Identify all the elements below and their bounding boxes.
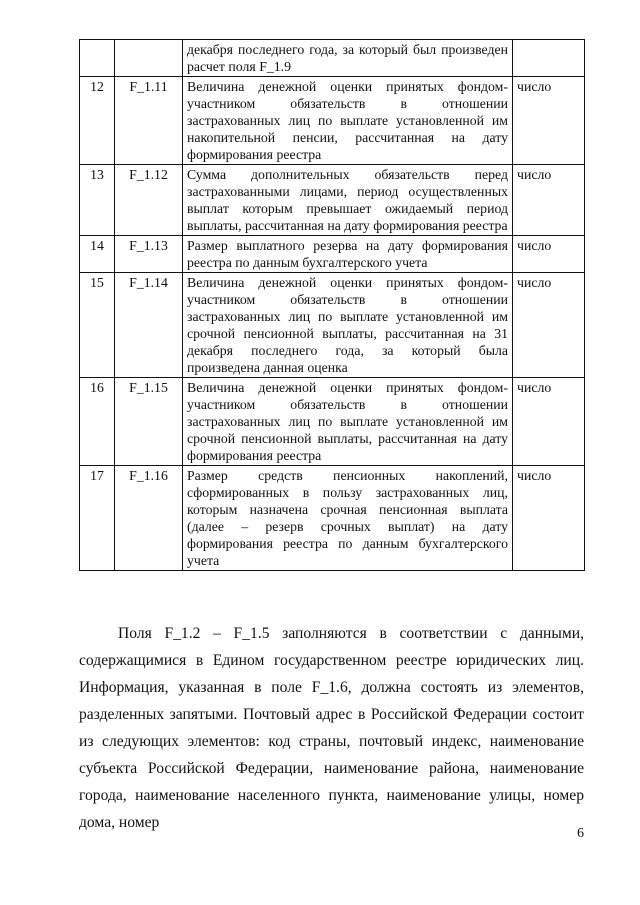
fields-table [79, 39, 585, 571]
field-description: Величина денежной оценки принятых фондом-участником обязательств в отношении застрахованных лиц по выплате установленной им накопительной пенсии, рассчитанная на дату формирования реестра [183, 77, 513, 165]
table-row [80, 165, 585, 236]
row-number: 17 [80, 466, 115, 571]
field-code: F_1.15 [115, 378, 183, 466]
field-description: Размер выплатного резерва на дату формирования реестра по данным бухгалтерского учета [183, 236, 513, 273]
field-code: F_1.16 [115, 466, 183, 571]
field-type: число [513, 236, 585, 273]
field-type: число [513, 165, 585, 236]
table-row [80, 273, 585, 378]
field-type: число [513, 77, 585, 165]
row-number: 16 [80, 378, 115, 466]
row-number: 12 [80, 77, 115, 165]
table-row [80, 378, 585, 466]
field-description: Величина денежной оценки принятых фондом-участником обязательств в отношении застрахованных лиц по выплате установленной им срочной пенсионной выплаты, рассчитанная на дату формирования реестра [183, 378, 513, 466]
field-code: F_1.11 [115, 77, 183, 165]
field-code: F_1.13 [115, 236, 183, 273]
table-row [80, 236, 585, 273]
row-number: 15 [80, 273, 115, 378]
field-description: Величина денежной оценки принятых фондом-участником обязательств в отношении застрахованных лиц по выплате установленной им срочной пенсионной выплаты, рассчитанная на 31 декабря последнего года, за который была произведена данная оценка [183, 273, 513, 378]
field-type: число [513, 466, 585, 571]
field-type: число [513, 273, 585, 378]
body-paragraph: Поля F_1.2 – F_1.5 заполняются в соответствии с данными, содержащимися в Едином государственном реестре юридических лиц. Информация, указанная в поле F_1.6, должна состоять из элементов, разделенных запятыми. Почтовый адрес в Российской Федерации состоит из следующих элементов: код страны, почтовый индекс, наименование субъекта Российской Федерации, наименование района, наименование города, наименование населенного пункта, наименование улицы, номер дома, номер [79, 625, 584, 831]
table-row [80, 40, 585, 77]
fields-table-body [80, 40, 585, 571]
table-row [80, 77, 585, 165]
field-description: Размер средств пенсионных накоплений, сформированных в пользу застрахованных лиц, которым назначена срочная пенсионная выплата (далее – резерв срочных выплат) на дату формирования реестра по данным бухгалтерского учета [183, 466, 513, 571]
field-type [513, 40, 585, 77]
row-number: 14 [80, 236, 115, 273]
field-description: декабря последнего года, за который был произведен расчет поля F_1.9 [183, 40, 513, 77]
page-number: 6 [577, 826, 584, 841]
field-description: Сумма дополнительных обязательств перед застрахованными лицами, период осуществленных выплат которым превышает ожидаемый период выплаты, рассчитанная на дату формирования реестра [183, 165, 513, 236]
field-type: число [513, 378, 585, 466]
field-code [115, 40, 183, 77]
table-row [80, 466, 585, 571]
row-number [80, 40, 115, 77]
field-code: F_1.14 [115, 273, 183, 378]
row-number: 13 [80, 165, 115, 236]
field-code: F_1.12 [115, 165, 183, 236]
